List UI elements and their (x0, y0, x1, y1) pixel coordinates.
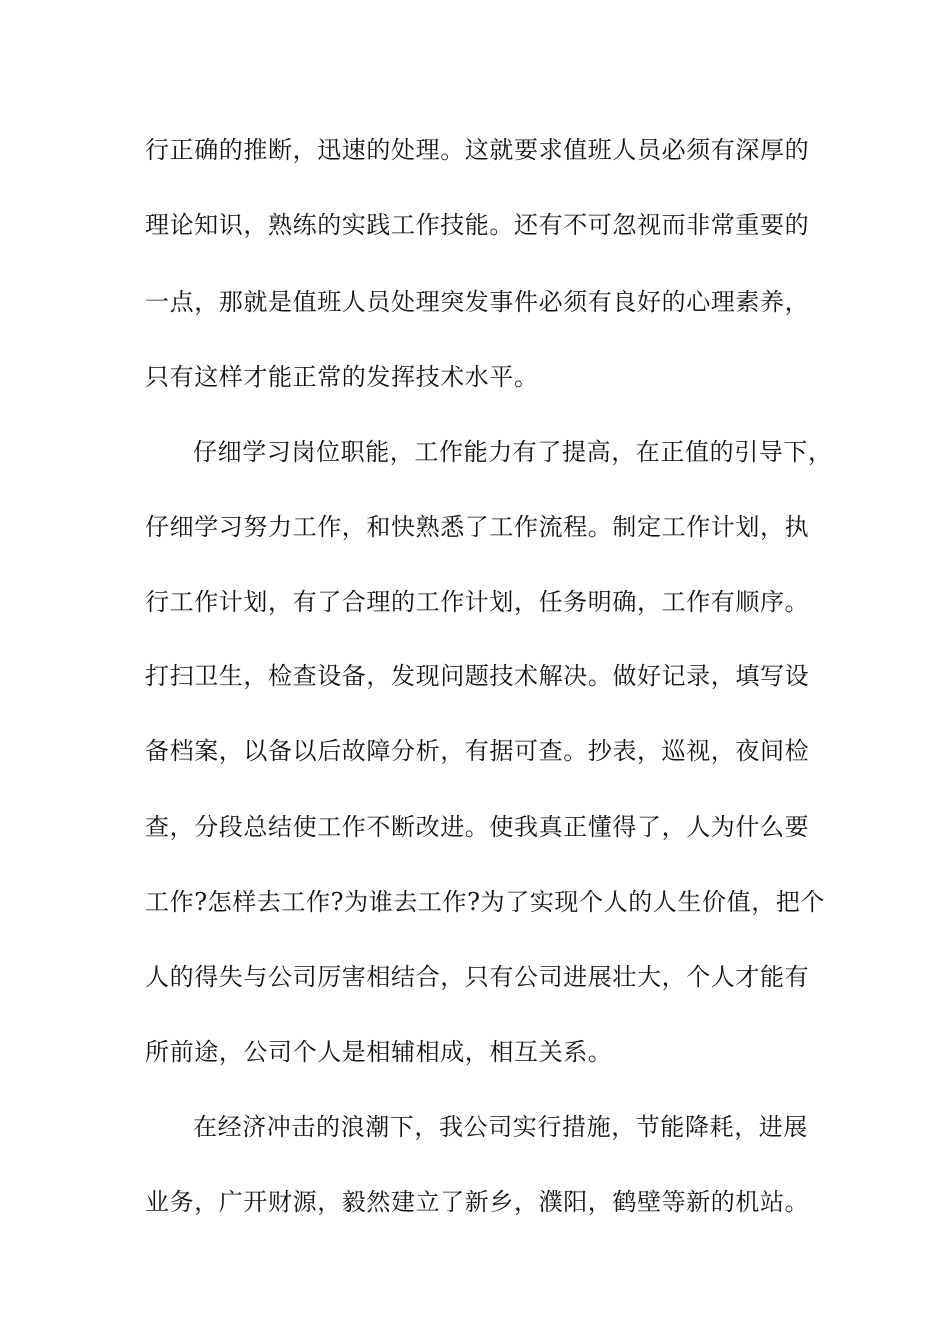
paragraph-2-line-9: 所前途，公司个人是相辅相成，相互关系。 (145, 1038, 613, 1066)
paragraph-2-line-1: 仔细学习岗位职能，工作能力有了提高，在正值的引导下， (193, 438, 833, 466)
paragraph-2-line-3: 行工作计划，有了合理的工作计划，任务明确，工作有顺序。 (145, 588, 810, 616)
paragraph-1-line-3: 一点，那就是值班人员处理突发事件必须有良好的心理素养， (145, 288, 810, 316)
paragraph-2-line-2: 仔细学习努力工作，和快熟悉了工作流程。制定工作计划，执 (145, 513, 810, 541)
paragraph-2-line-6: 查，分段总结使工作不断改进。使我真正懂得了，人为什么要 (145, 813, 810, 841)
paragraph-2-line-4: 打扫卫生，检查设备，发现问题技术解决。做好记录，填写设 (145, 662, 810, 690)
paragraph-1-line-1: 行正确的推断，迅速的处理。这就要求值班人员必须有深厚的 (145, 136, 810, 164)
paragraph-3-line-1: 在经济冲击的浪潮下，我公司实行措施，节能降耗，进展 (193, 1113, 808, 1141)
paragraph-2-line-8: 人的得失与公司厉害相结合，只有公司进展壮大，个人才能有 (145, 963, 810, 991)
paragraph-3-line-2: 业务，广开财源，毅然建立了新乡，濮阳，鹤壁等新的机站。 (145, 1188, 810, 1216)
paragraph-1-line-2: 理论知识，熟练的实践工作技能。还有不可忽视而非常重要的 (145, 211, 810, 239)
paragraph-2-line-5: 备档案，以备以后故障分析，有据可查。抄表，巡视，夜间检 (145, 737, 810, 765)
paragraph-2-line-7: 工作?怎样去工作?为谁去工作?为了实现个人的人生价值，把个 (145, 888, 825, 916)
paragraph-1-line-4: 只有这样才能正常的发挥技术水平。 (145, 363, 539, 391)
